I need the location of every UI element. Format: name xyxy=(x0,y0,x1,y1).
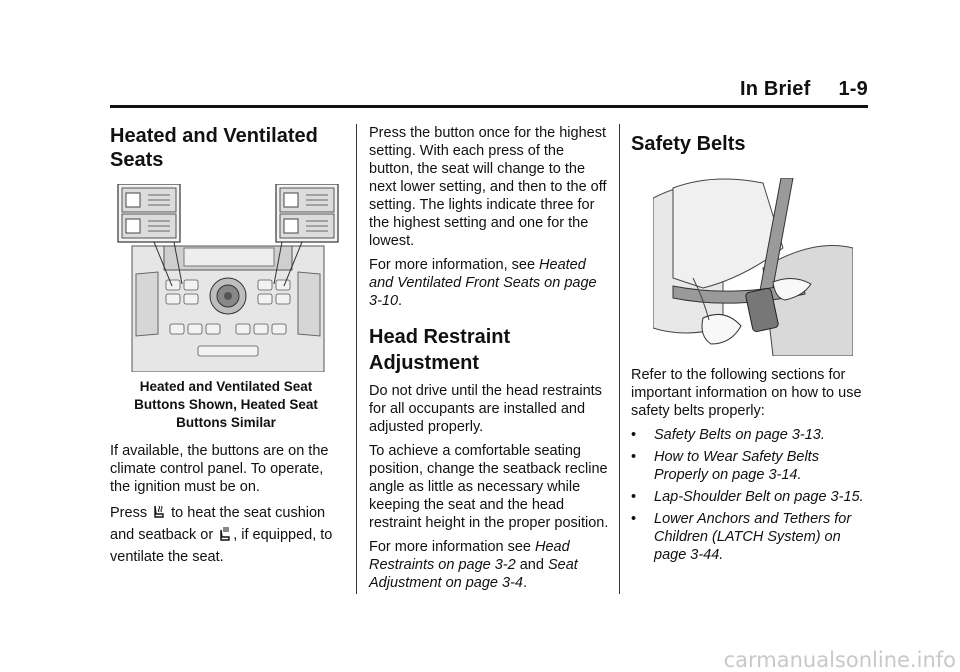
header-title xyxy=(740,78,868,101)
caption-line: Heated and Ventilated Seat xyxy=(139,379,313,394)
bullet: • xyxy=(631,489,637,505)
paragraph-press-instructions xyxy=(110,502,342,568)
column-head-restraint xyxy=(369,124,609,598)
paragraph-do-not-drive: Do not drive until the head restraints for all occupants are installed and adjusted properly. xyxy=(369,383,602,435)
link-wear-safety-belts[interactable]: How to Wear Safety Belts Properly on page 3-14. xyxy=(654,449,819,483)
caption-line: Buttons Shown, Heated Seat xyxy=(134,397,318,412)
watermark: carmanualsonline.info xyxy=(723,648,956,672)
illustration-safety-belt xyxy=(653,178,871,356)
heading-heated-seats: Heated and Ventilated Seats xyxy=(110,125,318,171)
safety-belt-reference-list xyxy=(631,426,871,564)
bullet: • xyxy=(631,427,637,443)
page-header xyxy=(110,78,868,106)
link-head-restraints[interactable]: Head Restraints on page 3-2 xyxy=(369,539,570,573)
list-item[interactable] xyxy=(631,488,871,506)
paragraph-availability: If available, the buttons are on the climate control panel. To operate, the ignition must be on. xyxy=(110,443,329,495)
column-safety-belts xyxy=(631,124,871,568)
text-see: For more information, see xyxy=(369,257,540,273)
paragraph-comfortable-position: To achieve a comfortable seating position, change the seatback recline angle as little as necessary while keeping the seat and the head restraint height in the proper position. xyxy=(369,443,609,531)
text-period: . xyxy=(522,575,527,591)
heated-seat-icon xyxy=(153,505,165,519)
paragraph-more-info-restraints xyxy=(369,538,609,592)
column-divider xyxy=(619,124,620,594)
header-page-number: 1-9 xyxy=(838,78,868,100)
text-heat-seat: to heat the seat cushion and seatback or xyxy=(110,505,326,543)
text-ventilate-seat: , if equipped, to ventilate the seat. xyxy=(110,527,333,565)
link-seat-adjustment[interactable]: Seat Adjustment on page 3-4 xyxy=(369,557,578,591)
link-heated-ventilated-front-seats[interactable]: Heated and Ventilated Front Seats on page 3-10 xyxy=(369,257,597,309)
link-safety-belts[interactable]: Safety Belts on page 3-13. xyxy=(654,427,825,443)
ventilated-seat-icon xyxy=(219,527,231,541)
bullet: • xyxy=(631,449,637,465)
caption-line: Buttons Similar xyxy=(176,415,276,430)
list-item[interactable] xyxy=(631,448,871,484)
text-period: . xyxy=(398,293,403,309)
list-item[interactable] xyxy=(631,426,871,444)
column-divider xyxy=(356,124,357,594)
list-item[interactable] xyxy=(631,510,871,564)
link-lap-shoulder-belt[interactable]: Lap-Shoulder Belt on page 3-15. xyxy=(654,489,864,505)
text-see: For more information see xyxy=(369,539,536,555)
heading-head-restraint: Head Restraint Adjustment xyxy=(369,326,511,374)
illustration-climate-panel xyxy=(114,184,342,372)
text-press: Press xyxy=(110,505,148,521)
paragraph-more-info-seats xyxy=(369,256,609,310)
column-heated-seats xyxy=(110,124,342,574)
header-section: In Brief xyxy=(739,78,811,100)
header-rule xyxy=(110,105,868,108)
text-and: and xyxy=(515,557,548,573)
illustration-caption xyxy=(110,378,342,432)
bullet: • xyxy=(631,511,637,527)
link-latch-system[interactable]: Lower Anchors and Tethers for Children (LATCH System) on page 3-44. xyxy=(654,511,852,563)
paragraph-setting-levels: Press the button once for the highest setting. With each press of the button, the seat will change to the next lower setting, and then to the off setting. The lights indicate three for the highest setting and one for the lowest. xyxy=(369,125,607,249)
paragraph-safety-intro: Refer to the following sections for important information on how to use safety belts properly: xyxy=(631,367,862,419)
heading-safety-belts: Safety Belts xyxy=(631,133,746,155)
